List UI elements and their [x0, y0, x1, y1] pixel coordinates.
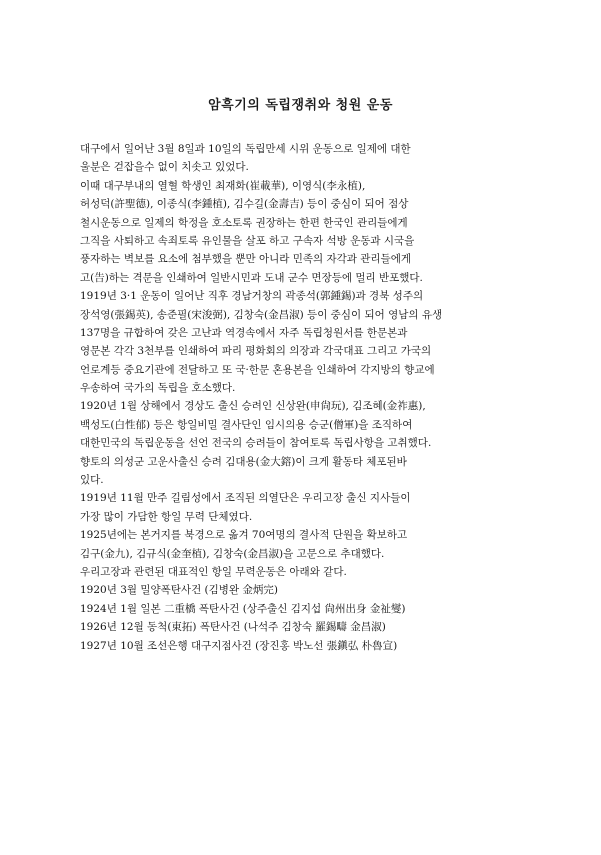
text-line: 우송하여 국가의 독립을 호소했다. [80, 382, 236, 395]
text-line: 향토의 의성군 고운사출신 승려 김대용(金大鎔)이 크게 활동타 체포된바 [80, 455, 407, 468]
text-line: 이때 대구부내의 열혈 학생인 최재화(崔載華), 이영식(李永植), [80, 179, 366, 192]
text-line: 우리고장과 관련된 대표적인 항일 무력운동은 아래와 같다. [80, 565, 347, 578]
text-line: 언로계등 중요기관에 전달하고 또 국·한문 혼용본을 인쇄하여 각지방의 향교에 [80, 363, 435, 376]
text-line: 고(告)하는 격문을 인쇄하여 일반시민과 도내 군수 면장등에 멀리 반포했다. [80, 271, 423, 284]
text-line: 장석영(張錫英), 송준필(宋浚弼), 김창숙(金昌淑) 등이 중심이 되어 영남의 유생 [80, 308, 443, 321]
document-title: 암흑기의 독립쟁취와 청원 운동 [208, 98, 393, 113]
text-line: 풍자하는 벽보를 요소에 첨부했을 뿐만 아니라 민족의 자각과 관리들에게 [80, 253, 411, 266]
text-line: 1920년 1월 상해에서 경상도 출신 승려인 신상완(申尙玩), 김조혜(金祚惠), [80, 400, 426, 413]
text-line: 백성도(白性郁) 등은 항일비밀 결사단인 임시의용 승군(僧軍)을 조직하여 [80, 418, 413, 431]
text-line: 1927년 10월 조선은행 대구지점사건 (장진홍 박노선 張鎭弘 朴魯宣) [80, 639, 398, 652]
text-line: 대구에서 일어난 3월 8일과 10일의 독립만세 시위 운동으로 일제에 대한 [80, 143, 411, 155]
text-line: 1920년 3월 밀양폭탄사건 (김병완 金炳完) [80, 584, 279, 597]
text-line: 울분은 걷잡을수 없이 치솟고 있었다. [80, 161, 249, 174]
text-line: 1919년 11월 만주 길림성에서 조직된 의열단은 우리고장 출신 지사들이 [80, 492, 411, 505]
text-line: 가장 많이 가담한 항일 무력 단체였다. [80, 510, 253, 523]
text-line: 1926년 12월 동척(東拓) 폭탄사건 (나석주 김창숙 羅錫疇 金昌淑) [80, 621, 386, 634]
text-line: 1919년 3·1 운동이 일어난 직후 경남거창의 곽종석(郭鍾錫)과 경북 성주의 [80, 290, 424, 303]
text-line: 그직을 사퇴하고 속죄토록 유인물을 살포 하고 구속자 석방 운동과 시국을 [80, 234, 415, 247]
text-line: 김구(金九), 김규식(金奎植), 김창숙(金昌淑)을 고문으로 추대했다. [80, 547, 385, 560]
text-line: 있다. [80, 474, 104, 487]
text-line: 1924년 1월 일본 二重橋 폭탄사건 (상주출신 김지섭 尙州出身 金祉燮) [80, 602, 406, 615]
document-body [80, 140, 540, 655]
text-line: 1925년에는 본거지를 북경으로 옮겨 70여명의 결사적 단원을 확보하고 [80, 529, 408, 542]
text-line: 철시운동으로 일제의 학정을 호소토록 권장하는 한편 한국인 관리들에게 [80, 216, 408, 229]
text-line: 대한민국의 독립운동을 선언 전국의 승려들이 참여토록 독립사항을 고취했다. [80, 437, 432, 450]
text-line: 137명을 규합하여 갖은 고난과 역경속에서 자주 독립청원서를 한문본과 [80, 326, 408, 339]
text-line: 허성덕(許聖德), 이종식(李鍾植), 김수길(金壽吉) 등이 중심이 되어 점상 [80, 198, 409, 211]
text-line: 영문본 각각 3천부를 인쇄하여 파리 평화회의 의장과 각국대표 그리고 가국의 [80, 345, 432, 358]
